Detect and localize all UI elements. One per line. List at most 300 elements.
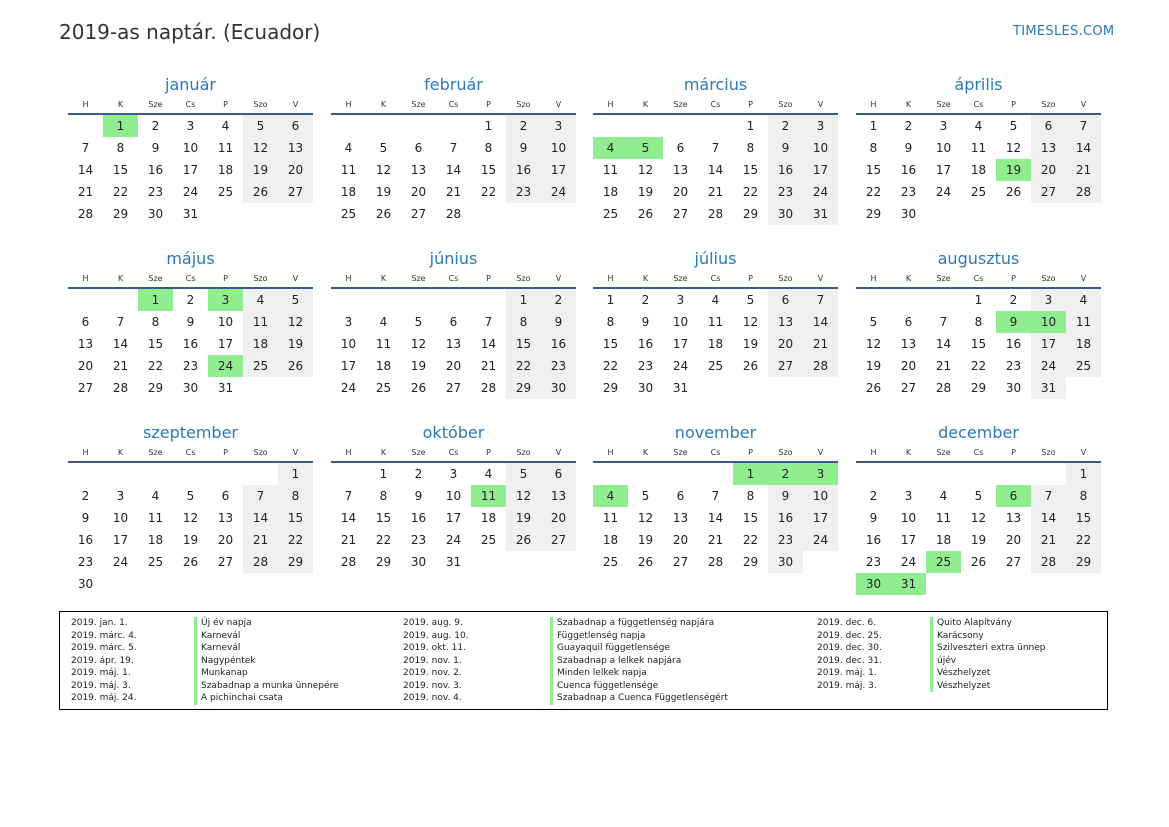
weekday-header (593, 270, 838, 289)
day-cell: 28 (803, 355, 838, 377)
day-cell: 5 (974, 489, 983, 503)
day-cell: 9 (869, 511, 878, 525)
day-cell: 8 (869, 141, 878, 155)
day-cell: 22 (112, 185, 129, 199)
day-cell: 6 (676, 489, 685, 503)
day-cell: 2 (869, 489, 878, 503)
day-cell: 13 (445, 337, 462, 351)
empty-cell (436, 115, 471, 137)
day-grid (331, 115, 576, 225)
day-cell: 1 (506, 289, 541, 311)
day-cell: 1 (606, 293, 615, 307)
day-cell: 5 (641, 489, 650, 503)
day-cell: 4 (1066, 289, 1101, 311)
weekday-label: Sze (411, 100, 426, 109)
weekday-label: P (748, 448, 753, 457)
day-grid (856, 463, 1101, 595)
day-cell: 6 (449, 315, 458, 329)
empty-cell (331, 463, 366, 485)
month-5 (68, 247, 313, 399)
weekday-label: H (870, 448, 877, 457)
day-cell: 17 (112, 533, 129, 547)
day-cell: 27 (278, 181, 313, 203)
holiday-day: 4 (593, 485, 628, 507)
day-cell: 24 (112, 555, 129, 569)
weekday-header (68, 444, 313, 463)
day-cell: 7 (243, 485, 278, 507)
day-cell: 13 (672, 163, 689, 177)
day-cell: 15 (970, 337, 987, 351)
empty-cell (366, 289, 401, 311)
day-cell: 12 (182, 511, 199, 525)
day-cell: 6 (676, 141, 685, 155)
day-cell: 14 (112, 337, 129, 351)
day-cell: 15 (1066, 507, 1101, 529)
empty-cell (996, 463, 1031, 485)
day-cell: 11 (243, 311, 278, 333)
weekday-label: Sze (411, 274, 426, 283)
month-name: augusztus (937, 249, 1020, 268)
day-cell: 10 (803, 485, 838, 507)
day-cell: 12 (637, 511, 654, 525)
month-9 (68, 421, 313, 595)
day-cell: 4 (711, 293, 720, 307)
holiday-dates-col-2 (403, 617, 469, 705)
weekday-label: Cs (710, 100, 721, 109)
weekday-header (331, 270, 576, 289)
day-cell: 9 (904, 141, 913, 155)
weekday-label: P (223, 448, 228, 457)
holiday-day: 19 (996, 159, 1031, 181)
day-cell: 5 (1009, 119, 1018, 133)
day-cell: 12 (278, 311, 313, 333)
day-cell: 15 (506, 333, 541, 355)
weekday-label: Szo (1041, 274, 1056, 283)
day-cell: 13 (900, 337, 917, 351)
day-cell: 10 (445, 489, 462, 503)
day-cell: 18 (1066, 333, 1101, 355)
weekday-label: K (905, 448, 912, 457)
weekday-label: Cs (973, 448, 984, 457)
month-1 (68, 73, 313, 225)
holiday-day: 9 (996, 311, 1031, 333)
holiday-day: 31 (891, 573, 926, 595)
day-cell: 30 (900, 207, 917, 221)
day-cell: 29 (147, 381, 164, 395)
day-cell: 21 (1066, 159, 1101, 181)
empty-cell (68, 289, 103, 311)
weekday-label: Sze (148, 100, 163, 109)
day-cell: 23 (865, 555, 882, 569)
day-cell: 14 (445, 163, 462, 177)
weekday-label: Szo (516, 448, 531, 457)
empty-cell (401, 115, 436, 137)
weekday-header (856, 96, 1101, 115)
day-cell: 9 (186, 315, 195, 329)
weekday-label: Cs (973, 100, 984, 109)
day-cell: 29 (506, 377, 541, 399)
day-cell: 6 (1031, 115, 1066, 137)
holiday-date: 2019. nov. 3. (403, 680, 462, 691)
day-cell: 24 (803, 529, 838, 551)
weekday-label: Sze (673, 100, 688, 109)
day-cell: 30 (77, 577, 94, 591)
day-cell: 4 (221, 119, 230, 133)
day-cell: 9 (81, 511, 90, 525)
day-cell: 23 (77, 555, 94, 569)
day-cell: 25 (480, 533, 497, 547)
holiday-name: újév (930, 655, 1046, 668)
day-cell: 12 (970, 511, 987, 525)
day-cell: 18 (602, 533, 619, 547)
day-cell: 23 (1005, 359, 1022, 373)
month-12 (856, 421, 1101, 595)
month-name: november (674, 423, 757, 442)
day-cell: 31 (445, 555, 462, 569)
holiday-name: Vészhelyzet (930, 680, 1046, 693)
day-cell: 22 (742, 185, 759, 199)
weekday-label: Szo (253, 274, 268, 283)
day-cell: 10 (182, 141, 199, 155)
empty-cell (628, 115, 663, 137)
day-cell: 2 (641, 293, 650, 307)
day-cell: 28 (707, 555, 724, 569)
day-cell: 10 (900, 511, 917, 525)
empty-cell (698, 115, 733, 137)
day-cell: 7 (1066, 115, 1101, 137)
day-cell: 25 (602, 207, 619, 221)
day-cell: 8 (484, 141, 493, 155)
day-grid (68, 463, 313, 595)
day-cell: 29 (865, 207, 882, 221)
empty-cell (366, 115, 401, 137)
day-cell: 20 (672, 533, 689, 547)
day-cell: 8 (746, 141, 755, 155)
day-cell: 22 (278, 529, 313, 551)
holiday-name: Új év napja (194, 617, 339, 630)
weekday-label: H (345, 274, 352, 283)
holiday-date: 2019. dec. 25. (817, 630, 882, 641)
day-cell: 14 (803, 311, 838, 333)
day-cell: 14 (1066, 137, 1101, 159)
empty-cell (856, 289, 891, 311)
weekday-label: Sze (936, 100, 951, 109)
weekday-label: Sze (936, 274, 951, 283)
day-cell: 18 (147, 533, 164, 547)
day-cell: 14 (77, 163, 94, 177)
day-cell: 25 (970, 185, 987, 199)
day-cell: 28 (1066, 181, 1101, 203)
weekday-label: K (642, 274, 649, 283)
weekday-label: Szo (1041, 100, 1056, 109)
day-grid (331, 289, 576, 399)
day-cell: 30 (1005, 381, 1022, 395)
day-cell: 27 (768, 355, 803, 377)
day-cell: 3 (116, 489, 125, 503)
day-cell: 15 (112, 163, 129, 177)
day-cell: 25 (1066, 355, 1101, 377)
weekday-label: P (1011, 100, 1016, 109)
weekday-header (68, 96, 313, 115)
day-cell: 20 (900, 359, 917, 373)
day-cell: 24 (445, 533, 462, 547)
holiday-day: 6 (996, 485, 1031, 507)
day-cell: 21 (935, 359, 952, 373)
day-cell: 22 (602, 359, 619, 373)
weekday-label: H (82, 274, 89, 283)
day-cell: 7 (1031, 485, 1066, 507)
weekday-label: Szo (778, 100, 793, 109)
day-cell: 16 (410, 511, 427, 525)
day-cell: 17 (1031, 333, 1066, 355)
day-cell: 18 (217, 163, 234, 177)
day-cell: 11 (602, 163, 619, 177)
weekday-label: K (117, 448, 124, 457)
day-cell: 10 (672, 315, 689, 329)
holiday-date: 2019. aug. 10. (403, 630, 469, 641)
weekday-label: Cs (448, 274, 459, 283)
day-cell: 3 (803, 115, 838, 137)
day-grid (593, 463, 838, 573)
holiday-name: Karnevál (194, 642, 339, 655)
day-cell: 17 (541, 159, 576, 181)
day-cell: 9 (641, 315, 650, 329)
month-name: október (422, 423, 485, 442)
day-cell: 6 (904, 315, 913, 329)
holiday-day: 30 (856, 573, 891, 595)
day-cell: 29 (1066, 551, 1101, 573)
empty-cell (331, 115, 366, 137)
day-cell: 5 (746, 293, 755, 307)
holiday-day: 10 (1031, 311, 1066, 333)
empty-cell (243, 463, 278, 485)
month-name: február (424, 75, 483, 94)
day-cell: 24 (672, 359, 689, 373)
day-cell: 21 (77, 185, 94, 199)
day-cell: 27 (410, 207, 427, 221)
weekday-label: P (223, 274, 228, 283)
day-cell: 11 (147, 511, 164, 525)
day-cell: 15 (375, 511, 392, 525)
weekday-label: P (486, 448, 491, 457)
day-cell: 30 (410, 555, 427, 569)
day-cell: 6 (414, 141, 423, 155)
day-cell: 9 (151, 141, 160, 155)
day-cell: 28 (77, 207, 94, 221)
holiday-day: 24 (208, 355, 243, 377)
day-cell: 24 (182, 185, 199, 199)
day-cell: 15 (147, 337, 164, 351)
day-cell: 25 (602, 555, 619, 569)
day-cell: 2 (151, 119, 160, 133)
day-cell: 7 (449, 141, 458, 155)
weekday-label: H (345, 448, 352, 457)
day-cell: 13 (278, 137, 313, 159)
holiday-date: 2019. jan. 1. (71, 618, 128, 628)
day-cell: 16 (637, 337, 654, 351)
empty-cell (436, 289, 471, 311)
month-6 (331, 247, 576, 399)
day-cell: 6 (278, 115, 313, 137)
day-cell: 27 (672, 555, 689, 569)
day-cell: 1 (1066, 463, 1101, 485)
weekday-label: Szo (778, 448, 793, 457)
weekday-label: Szo (516, 100, 531, 109)
weekday-label: Szo (1041, 448, 1056, 457)
day-cell: 20 (541, 507, 576, 529)
holiday-date: 2019. máj. 1. (817, 668, 877, 678)
day-cell: 9 (768, 137, 803, 159)
empty-cell (1031, 463, 1066, 485)
day-cell: 3 (186, 119, 195, 133)
day-cell: 4 (379, 315, 388, 329)
day-cell: 26 (243, 181, 278, 203)
day-cell: 4 (974, 119, 983, 133)
weekday-label: K (380, 448, 387, 457)
day-cell: 15 (480, 163, 497, 177)
day-cell: 6 (221, 489, 230, 503)
day-cell: 26 (865, 381, 882, 395)
holiday-date: 2019. okt. 11. (403, 643, 466, 653)
day-cell: 3 (939, 119, 948, 133)
weekday-label: V (817, 448, 824, 457)
day-grid (856, 115, 1101, 225)
day-cell: 31 (672, 381, 689, 395)
day-cell: 8 (506, 311, 541, 333)
weekday-label: H (345, 100, 352, 109)
day-cell: 30 (637, 381, 654, 395)
day-cell: 18 (935, 533, 952, 547)
day-cell: 27 (77, 381, 94, 395)
day-cell: 16 (1005, 337, 1022, 351)
day-cell: 5 (506, 463, 541, 485)
day-cell: 2 (414, 467, 423, 481)
day-cell: 11 (340, 163, 357, 177)
weekday-header (856, 444, 1101, 463)
day-cell: 29 (375, 555, 392, 569)
day-cell: 8 (606, 315, 615, 329)
day-cell: 30 (541, 377, 576, 399)
weekday-label: Cs (185, 274, 196, 283)
day-cell: 28 (340, 555, 357, 569)
brand-link[interactable]: TIMESLES.COM (1013, 24, 1115, 39)
day-cell: 1 (379, 467, 388, 481)
holiday-name: Szabadnap a lelkek napjára (550, 655, 728, 668)
empty-cell (331, 289, 366, 311)
empty-cell (173, 463, 208, 485)
day-cell: 9 (506, 137, 541, 159)
day-cell: 12 (742, 315, 759, 329)
holiday-name: Quito Alapítvány (930, 617, 1046, 630)
weekday-label: P (223, 100, 228, 109)
weekday-label: Cs (710, 274, 721, 283)
holiday-day: 1 (733, 463, 768, 485)
day-cell: 24 (1031, 355, 1066, 377)
day-cell: 15 (865, 163, 882, 177)
day-cell: 22 (375, 533, 392, 547)
day-grid (68, 115, 313, 225)
weekday-header (331, 96, 576, 115)
day-cell: 30 (768, 551, 803, 573)
day-cell: 19 (742, 337, 759, 351)
day-cell: 29 (742, 207, 759, 221)
day-cell: 13 (541, 485, 576, 507)
day-cell: 6 (81, 315, 90, 329)
weekday-label: V (555, 274, 562, 283)
day-cell: 14 (480, 337, 497, 351)
day-grid (593, 289, 838, 399)
day-cell: 2 (768, 115, 803, 137)
day-cell: 23 (410, 533, 427, 547)
day-cell: 5 (414, 315, 423, 329)
empty-cell (961, 463, 996, 485)
day-cell: 26 (410, 381, 427, 395)
day-cell: 5 (379, 141, 388, 155)
month-name: szeptember (142, 423, 238, 442)
empty-cell (68, 115, 103, 137)
weekday-label: V (1080, 448, 1087, 457)
weekday-label: Sze (411, 448, 426, 457)
empty-cell (103, 289, 138, 311)
day-cell: 9 (768, 485, 803, 507)
day-cell: 23 (147, 185, 164, 199)
day-cell: 22 (480, 185, 497, 199)
month-name: május (166, 249, 215, 268)
day-cell: 8 (278, 485, 313, 507)
day-cell: 21 (112, 359, 129, 373)
holiday-day: 11 (471, 485, 506, 507)
month-11 (593, 421, 838, 573)
day-cell: 13 (1031, 137, 1066, 159)
day-cell: 31 (217, 381, 234, 395)
weekday-label: V (555, 100, 562, 109)
holiday-dates-col-3 (817, 617, 882, 692)
day-cell: 22 (742, 533, 759, 547)
day-cell: 26 (375, 207, 392, 221)
holiday-date: 2019. máj. 24. (71, 693, 137, 703)
day-cell: 12 (506, 485, 541, 507)
day-cell: 13 (768, 311, 803, 333)
empty-cell (663, 463, 698, 485)
day-cell: 10 (803, 137, 838, 159)
day-cell: 15 (742, 511, 759, 525)
day-cell: 28 (707, 207, 724, 221)
day-cell: 29 (112, 207, 129, 221)
day-cell: 12 (410, 337, 427, 351)
day-cell: 31 (1031, 377, 1066, 399)
day-cell: 23 (541, 355, 576, 377)
day-cell: 28 (1031, 551, 1066, 573)
empty-cell (926, 289, 961, 311)
empty-cell (103, 463, 138, 485)
holiday-day: 25 (926, 551, 961, 573)
day-cell: 10 (112, 511, 129, 525)
day-cell: 18 (480, 511, 497, 525)
day-cell: 1 (484, 119, 493, 133)
day-cell: 11 (707, 315, 724, 329)
day-cell: 15 (278, 507, 313, 529)
holiday-name: Nagypéntek (194, 655, 339, 668)
day-cell: 17 (935, 163, 952, 177)
day-cell: 11 (375, 337, 392, 351)
holiday-name: Guayaquil függetlensége (550, 642, 728, 655)
weekday-label: P (748, 100, 753, 109)
day-cell: 14 (340, 511, 357, 525)
day-cell: 3 (904, 489, 913, 503)
empty-cell (891, 289, 926, 311)
day-cell: 25 (147, 555, 164, 569)
day-cell: 23 (768, 181, 803, 203)
